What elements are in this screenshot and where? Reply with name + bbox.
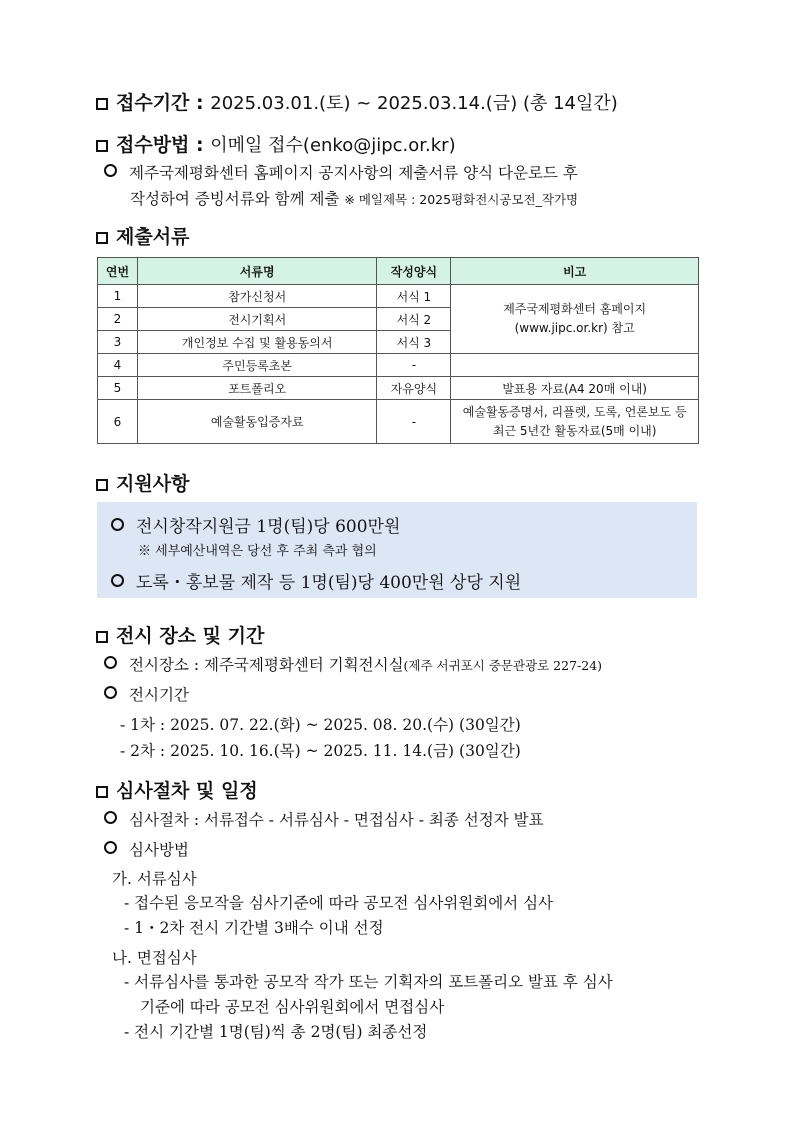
- checkbox-square-icon: [96, 631, 108, 643]
- table-row: 1 참가신청서 서식 1 제주국제평화센터 홈페이지 (www.jipc.or.kr) 참고: [98, 285, 699, 308]
- mail-subject-note: ※ 메일제목 : 2025평화전시공모전_작가명: [344, 192, 579, 207]
- support-item-2: 도록・홍보물 제작 등 1명(팀)당 400만원 상당 지원: [111, 568, 521, 593]
- checkbox-square-icon: [96, 479, 108, 491]
- checkbox-square-icon: [96, 786, 108, 798]
- table-row: 2 전시기획서 서식 2: [98, 308, 699, 331]
- circle-bullet-icon: [104, 686, 117, 699]
- reception-period-heading: [96, 88, 618, 115]
- interview-item-1: - 서류심사를 통과한 공모작 작가 또는 기획자의 포트폴리오 발표 후 심사: [124, 973, 613, 991]
- documents-table: [97, 257, 699, 444]
- circle-bullet-icon: [104, 841, 117, 854]
- review-procedure: 심사절차 : 서류접수 - 서류심사 - 면접심사 - 최종 선정자 발표: [104, 808, 544, 830]
- review-method-label: 심사방법: [104, 838, 189, 860]
- interview-item-1-cont: 기준에 따라 공모전 심사위원회에서 면접심사: [140, 998, 445, 1016]
- table-row: 4 주민등록초본 -: [98, 354, 699, 377]
- circle-bullet-icon: [104, 164, 117, 177]
- reception-period-label: 접수기간 :: [116, 92, 204, 114]
- circle-bullet-icon: [104, 656, 117, 669]
- reception-method-bullet: 제주국제평화센터 홈페이지 공지사항의 제출서류 양식 다운로드 후: [104, 161, 578, 183]
- reception-method-bullet-cont: 작성하여 증빙서류와 함께 제출 ※ 메일제목 : 2025평화전시공모전_작가명: [130, 190, 579, 208]
- doc-review-title: 가. 서류심사: [112, 870, 197, 888]
- support-heading: 지원사항: [96, 469, 189, 496]
- interview-item-2: - 전시 기간별 1명(팀)씩 총 2명(팀) 최종선정: [124, 1023, 428, 1041]
- doc-review-item-1: - 접수된 응모작을 심사기준에 따라 공모전 심사위원회에서 심사: [124, 894, 554, 912]
- circle-bullet-icon: [111, 574, 124, 587]
- table-row: 3 개인정보 수집 및 활용동의서 서식 3: [98, 331, 699, 354]
- checkbox-square-icon: [96, 232, 108, 244]
- circle-bullet-icon: [111, 518, 124, 531]
- column-header: 연번: [98, 258, 138, 285]
- column-header: 작성양식: [377, 258, 451, 285]
- documents-heading: 제출서류: [96, 222, 189, 249]
- reception-method-heading: [96, 130, 456, 157]
- reception-method-label: 접수방법 :: [116, 134, 204, 156]
- circle-bullet-icon: [104, 811, 117, 824]
- exhibition-place: 전시장소 : 제주국제평화센터 기획전시실(제주 서귀포시 중문관광로 227-24): [104, 653, 602, 675]
- checkbox-square-icon: [96, 98, 108, 110]
- reception-period-value: 2025.03.01.(토) ~ 2025.03.14.(금) (총 14일간): [210, 93, 618, 114]
- exhibition-period-2: - 2차 : 2025. 10. 16.(목) ~ 2025. 11. 14.(금) (30일간): [120, 742, 521, 760]
- table-row: 5 포트폴리오 자유양식 발표용 자료(A4 20매 이내): [98, 377, 699, 400]
- exhibition-period-label: 전시기간: [104, 683, 189, 705]
- table-header-row: [98, 258, 699, 285]
- column-header: 서류명: [137, 258, 377, 285]
- support-item-1: 전시창작지원금 1명(팀)당 600만원: [111, 512, 400, 537]
- merged-note-cell: 제주국제평화센터 홈페이지 (www.jipc.or.kr) 참고: [451, 285, 699, 354]
- column-header: 비고: [451, 258, 699, 285]
- review-heading: 심사절차 및 일정: [96, 776, 258, 803]
- doc-review-item-2: - 1・2차 전시 기간별 3배수 이내 선정: [124, 919, 384, 937]
- support-item-1-note: ※ 세부예산내역은 당선 후 주최 측과 협의: [138, 544, 377, 559]
- exhibition-period-1: - 1차 : 2025. 07. 22.(화) ~ 2025. 08. 20.(수) (30일간): [120, 716, 521, 734]
- checkbox-square-icon: [96, 140, 108, 152]
- table-row: 6 예술활동입증자료 - 예술활동증명서, 리플렛, 도록, 언론보도 등 최근 5년간 활동자료(5매 이내): [98, 400, 699, 444]
- reception-method-value: 이메일 접수(enko@jipc.or.kr): [210, 135, 456, 156]
- exhibition-heading: 전시 장소 및 기간: [96, 621, 264, 648]
- interview-title: 나. 면접심사: [112, 949, 197, 967]
